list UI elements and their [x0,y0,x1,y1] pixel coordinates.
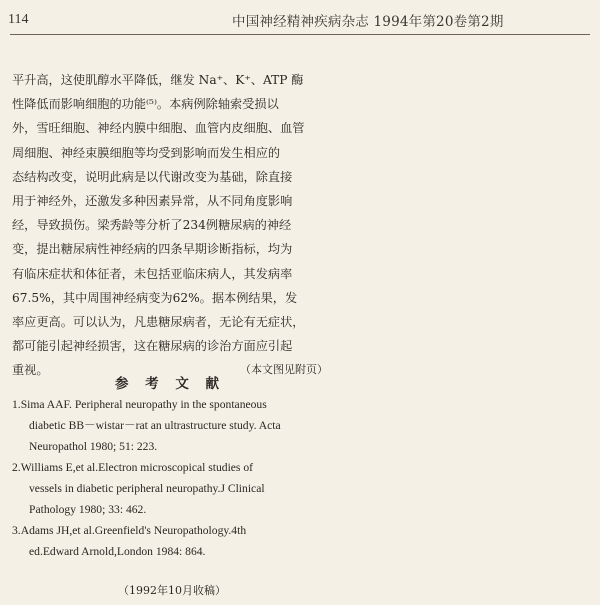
journal-title: 中国神经精神疾病杂志 1994年第20卷第2期 [232,14,504,30]
reference-line: diabetic BB－wistar－rat an ultrastructure study. Acta [29,419,281,432]
body-line: 有临床症状和体征者，未包括亚临床病人，其发病率 [12,266,293,281]
body-line: 都可能引起神经损害，这在糖尿病的诊治方面应引起 [12,339,293,354]
body-line: 外，雪旺细胞、神经内膜中细胞、血管内皮细胞、血管 [12,121,305,136]
references-list [12,394,334,562]
reference-line: 3.Adams JH,et al.Greenfield's Neuropathology.4th [12,524,247,537]
received-date: （1992年10月收稿） [118,584,226,597]
reference-line: 2.Williams E,et al.Electron microscopical studies of [12,461,254,474]
figure-note: （本文图见附页） [240,363,328,377]
body-line: 平升高，这使肌醇水平降低，继发 Na⁺、K⁺、ATP 酶 [12,73,304,87]
body-line: 用于神经外，还激发多种因素异常，从不同角度影响 [12,193,293,208]
header-rule [10,34,590,35]
reference-line: vessels in diabetic peripheral neuropathy.J Clinical [29,482,265,495]
reference-line: 1.Sima AAF. Peripheral neuropathy in the spontaneous [12,398,267,411]
body-line: 性降低而影响细胞的功能⁽⁵⁾。本病例除轴索受损以 [12,97,279,112]
body-line: 67.5%，其中周围神经病变为62%。据本例结果，发 [12,290,298,305]
body-line: 率应更高。可以认为，凡患糖尿病者，无论有无症状， [12,314,305,329]
reference-line: ed.Edward Arnold,London 1984: 864. [29,545,206,558]
body-line: 态结构改变，说明此病是以代谢改变为基础，除直接 [12,169,293,184]
page-number: 114 [8,12,29,27]
reference-line: Pathology 1980; 33: 462. [29,503,147,516]
body-line: 经，导致损伤。梁秀龄等分析了234例糖尿病的神经 [12,218,292,233]
page-header [0,0,600,36]
closing-text: 重视。 [12,363,49,378]
reference-line: Neuropathol 1980; 51: 223. [29,440,158,453]
body-line: 周细胞、神经束膜细胞等均受到影响而发生相应的 [12,145,281,160]
article-body [12,68,332,382]
references-heading: 参 考 文 献 [114,376,226,392]
body-line: 变，提出糖尿病性神经病的四条早期诊断指标，均为 [12,242,293,257]
